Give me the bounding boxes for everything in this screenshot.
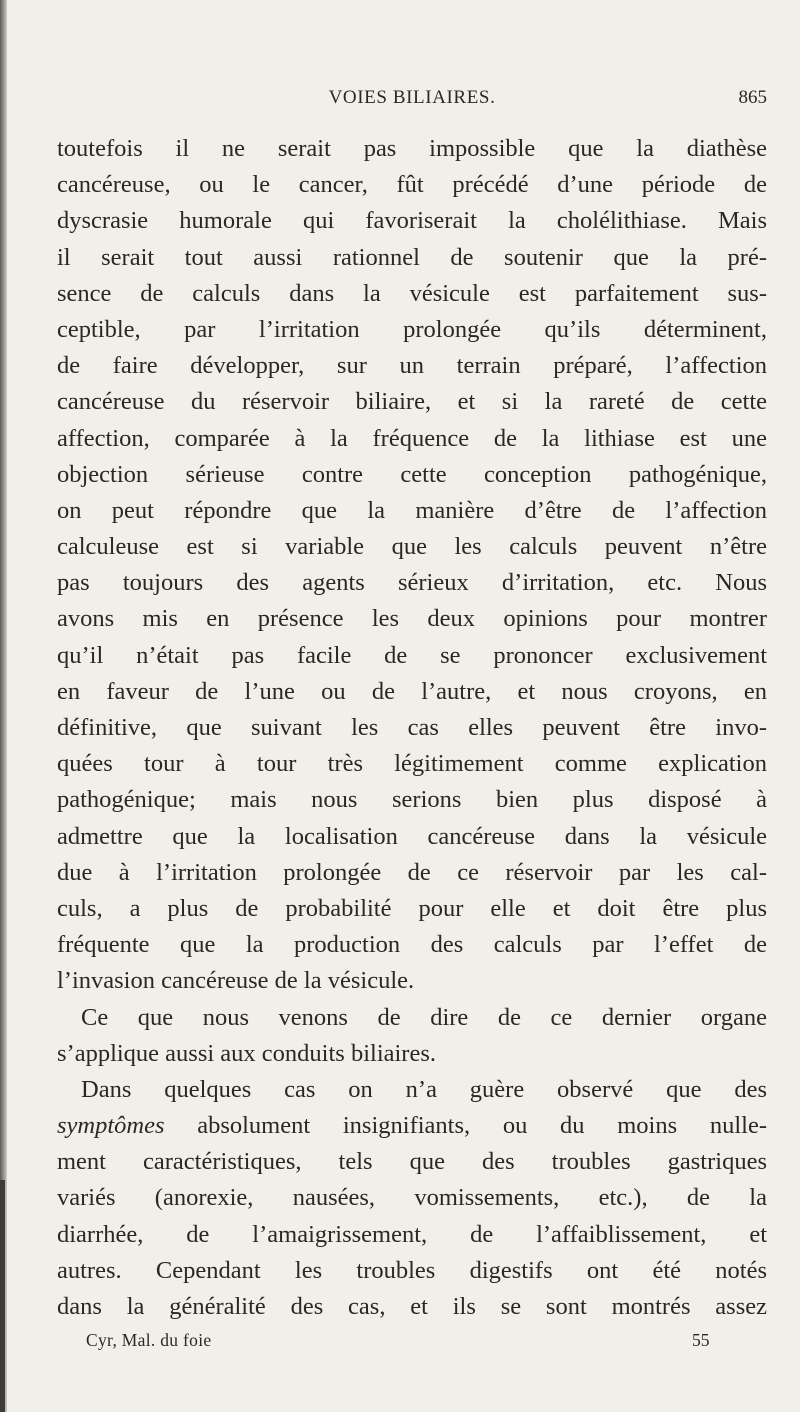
text-line: affection, comparée à la fréquence de la lithiase est une [57, 424, 767, 452]
running-header-title: VOIES BILIAIRES. [328, 87, 496, 108]
text-line: calculeuse est si variable que les calculs peuvent n’être [57, 533, 767, 561]
text-line: admettre que la localisation cancéreuse dans la vésicule [57, 822, 767, 850]
text-line-remainder: absolument insignifiants, ou du moins nulle- [197, 1112, 767, 1140]
text-line: diarrhée, de l’amaigrissement, de l’affaiblissement, et [57, 1220, 767, 1248]
text-line: pas toujours des agents sérieux d’irritation, etc. Nous [57, 569, 767, 597]
text-line: culs, a plus de probabilité pour elle et doit être plus [57, 894, 767, 922]
text-line: définitive, que suivant les cas elles peuvent être invo- [57, 714, 767, 741]
text-line [57, 1108, 767, 1144]
text-line: on peut répondre que la manière d’être de l’affection [57, 496, 767, 524]
page-binding-shadow [0, 1180, 5, 1412]
text-line: il serait tout aussi rationnel de soutenir que la pré- [57, 243, 767, 271]
text-line: quées tour à tour très légitimement comme explication [57, 750, 767, 778]
body-text [57, 131, 767, 1325]
text-line: objection sérieuse contre cette conception pathogénique, [57, 460, 767, 488]
text-line: Dans quelques cas on n’a guère observé que des [81, 1075, 767, 1103]
text-line: avons mis en présence les deux opinions pour montrer [57, 605, 767, 633]
text-line: due à l’irritation prolongée de ce réservoir par les cal- [57, 858, 767, 886]
text-line: dans la généralité des cas, et ils se sont montrés assez [57, 1293, 767, 1320]
text-line: autres. Cependant les troubles digestifs ont été notés [57, 1256, 767, 1284]
text-line: ceptible, par l’irritation prolongée qu’ils déterminent, [57, 315, 767, 343]
running-header [57, 87, 767, 113]
text-line: fréquente que la production des calculs par l’effet de [57, 931, 767, 959]
signature-number: 55 [692, 1330, 710, 1350]
text-line: de faire développer, sur un terrain préparé, l’affection [57, 352, 767, 380]
text-line: qu’il n’était pas facile de se prononcer exclusivement [57, 641, 767, 669]
text-line: variés (anorexie, nausées, vomissements, etc.), de la [57, 1184, 767, 1212]
text-line: sence de calculs dans la vésicule est parfaitement sus- [57, 279, 767, 307]
text-line: Ce que nous venons de dire de ce dernier organe [81, 1003, 767, 1031]
text-line: ment caractéristiques, tels que des troubles gastriques [57, 1148, 767, 1176]
text-line: dyscrasie humorale qui favoriserait la cholélithiase. Mais [57, 207, 767, 235]
text-line: cancéreuse, ou le cancer, fût précédé d’une période de [57, 171, 767, 199]
page-number: 865 [738, 87, 767, 108]
text-line: toutefois il ne serait pas impossible que la diathèse [57, 135, 767, 162]
text-line: l’invasion cancéreuse de la vésicule. [57, 967, 415, 995]
text-line: en faveur de l’une ou de l’autre, et nous croyons, en [57, 677, 767, 705]
text-line: s’applique aussi aux conduits biliaires. [57, 1039, 436, 1067]
italic-term: symptômes [57, 1112, 165, 1140]
text-line: pathogénique; mais nous serions bien plus disposé à [57, 786, 767, 814]
signature-mark: Cyr, Mal. du foie [86, 1330, 212, 1350]
text-line: cancéreuse du réservoir biliaire, et si la rareté de cette [57, 388, 767, 416]
